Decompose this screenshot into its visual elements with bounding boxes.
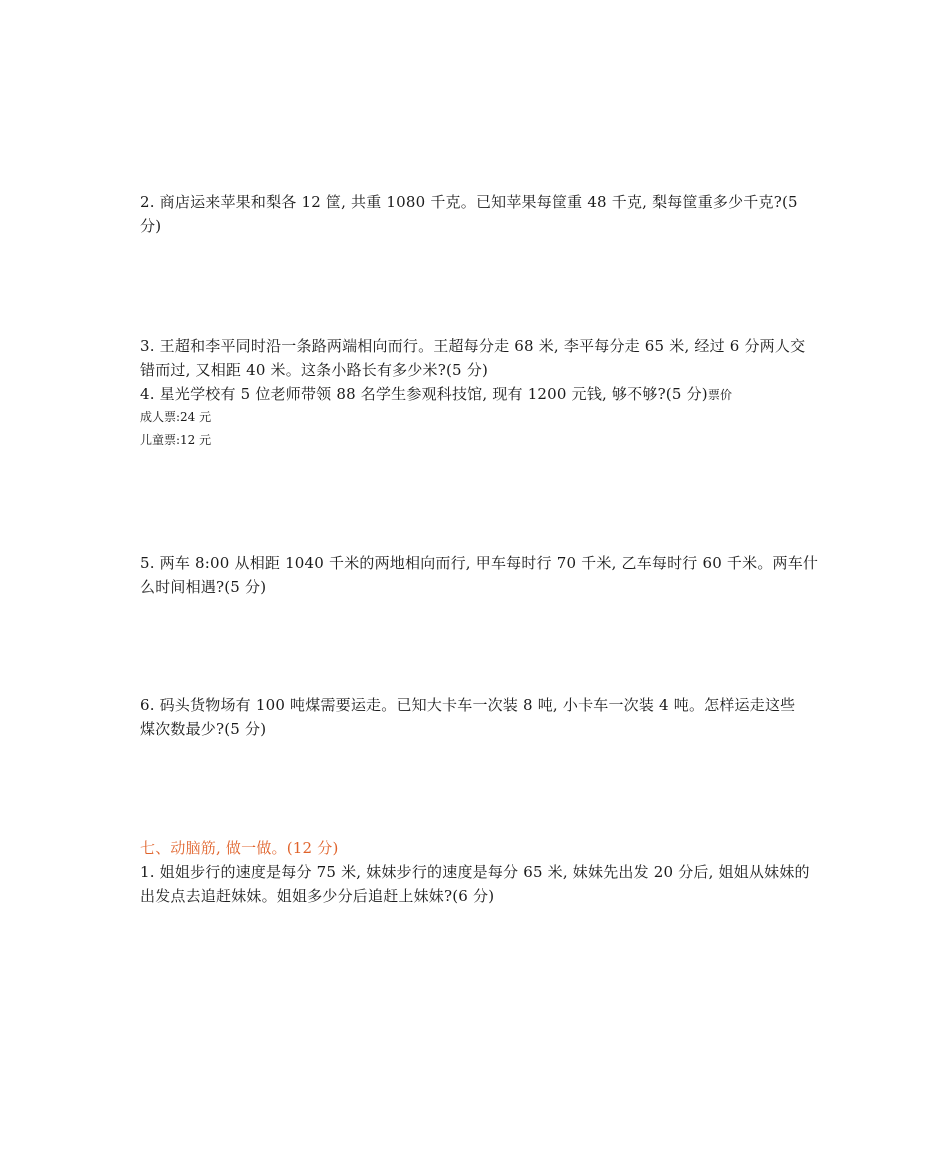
question-2-line-1: 2. 商店运来苹果和梨各 12 筐, 共重 1080 千克。已知苹果每筐重 48 千克, 梨每筐重多少千克?(5 bbox=[140, 193, 798, 211]
question-4-text: 4. 星光学校有 5 位老师带领 88 名学生参观科技馆, 现有 1200 元钱, 够不够?(5 分) bbox=[140, 385, 708, 403]
question-2-line-2: 分) bbox=[140, 217, 162, 235]
question-6-line-1: 6. 码头货物场有 100 吨煤需要运走。已知大卡车一次装 8 吨, 小卡车一次装 4 吨。怎样运走这些 bbox=[140, 696, 796, 714]
question-4 bbox=[140, 382, 815, 449]
section-7-question-1-line-2: 出发点去追赶妹妹。姐姐多少分后追赶上妹妹?(6 分) bbox=[140, 887, 495, 905]
child-ticket-price: 儿童票:12 元 bbox=[140, 433, 212, 447]
question-5 bbox=[140, 551, 819, 599]
question-6-line-2: 煤次数最少?(5 分) bbox=[140, 720, 267, 738]
question-4-line-1 bbox=[140, 382, 815, 407]
question-5-line-2: 么时间相遇?(5 分) bbox=[140, 578, 267, 596]
question-3-line-1: 3. 王超和李平同时沿一条路两端相向而行。王超每分走 68 米, 李平每分走 65 米, 经过 6 分两人交 bbox=[140, 337, 806, 355]
question-5-line-1: 5. 两车 8:00 从相距 1040 千米的两地相向而行, 甲车每时行 70 千米, 乙车每时行 60 千米。两车什 bbox=[140, 554, 819, 572]
question-3-line-2: 错而过, 又相距 40 米。这条小路长有多少米?(5 分) bbox=[140, 361, 489, 379]
section-7-question-1-line-1: 1. 姐姐步行的速度是每分 75 米, 妹妹步行的速度是每分 65 米, 妹妹先出发 20 分后, 姐姐从妹妹的 bbox=[140, 863, 810, 881]
question-2 bbox=[140, 190, 815, 238]
ticket-price-title: 票价 bbox=[707, 388, 733, 402]
question-6 bbox=[140, 693, 815, 741]
section-7-heading: 七、动脑筋, 做一做。(12 分) bbox=[140, 839, 339, 857]
adult-ticket-price: 成人票:24 元 bbox=[140, 410, 212, 424]
section-7 bbox=[140, 836, 815, 908]
question-3 bbox=[140, 334, 815, 382]
